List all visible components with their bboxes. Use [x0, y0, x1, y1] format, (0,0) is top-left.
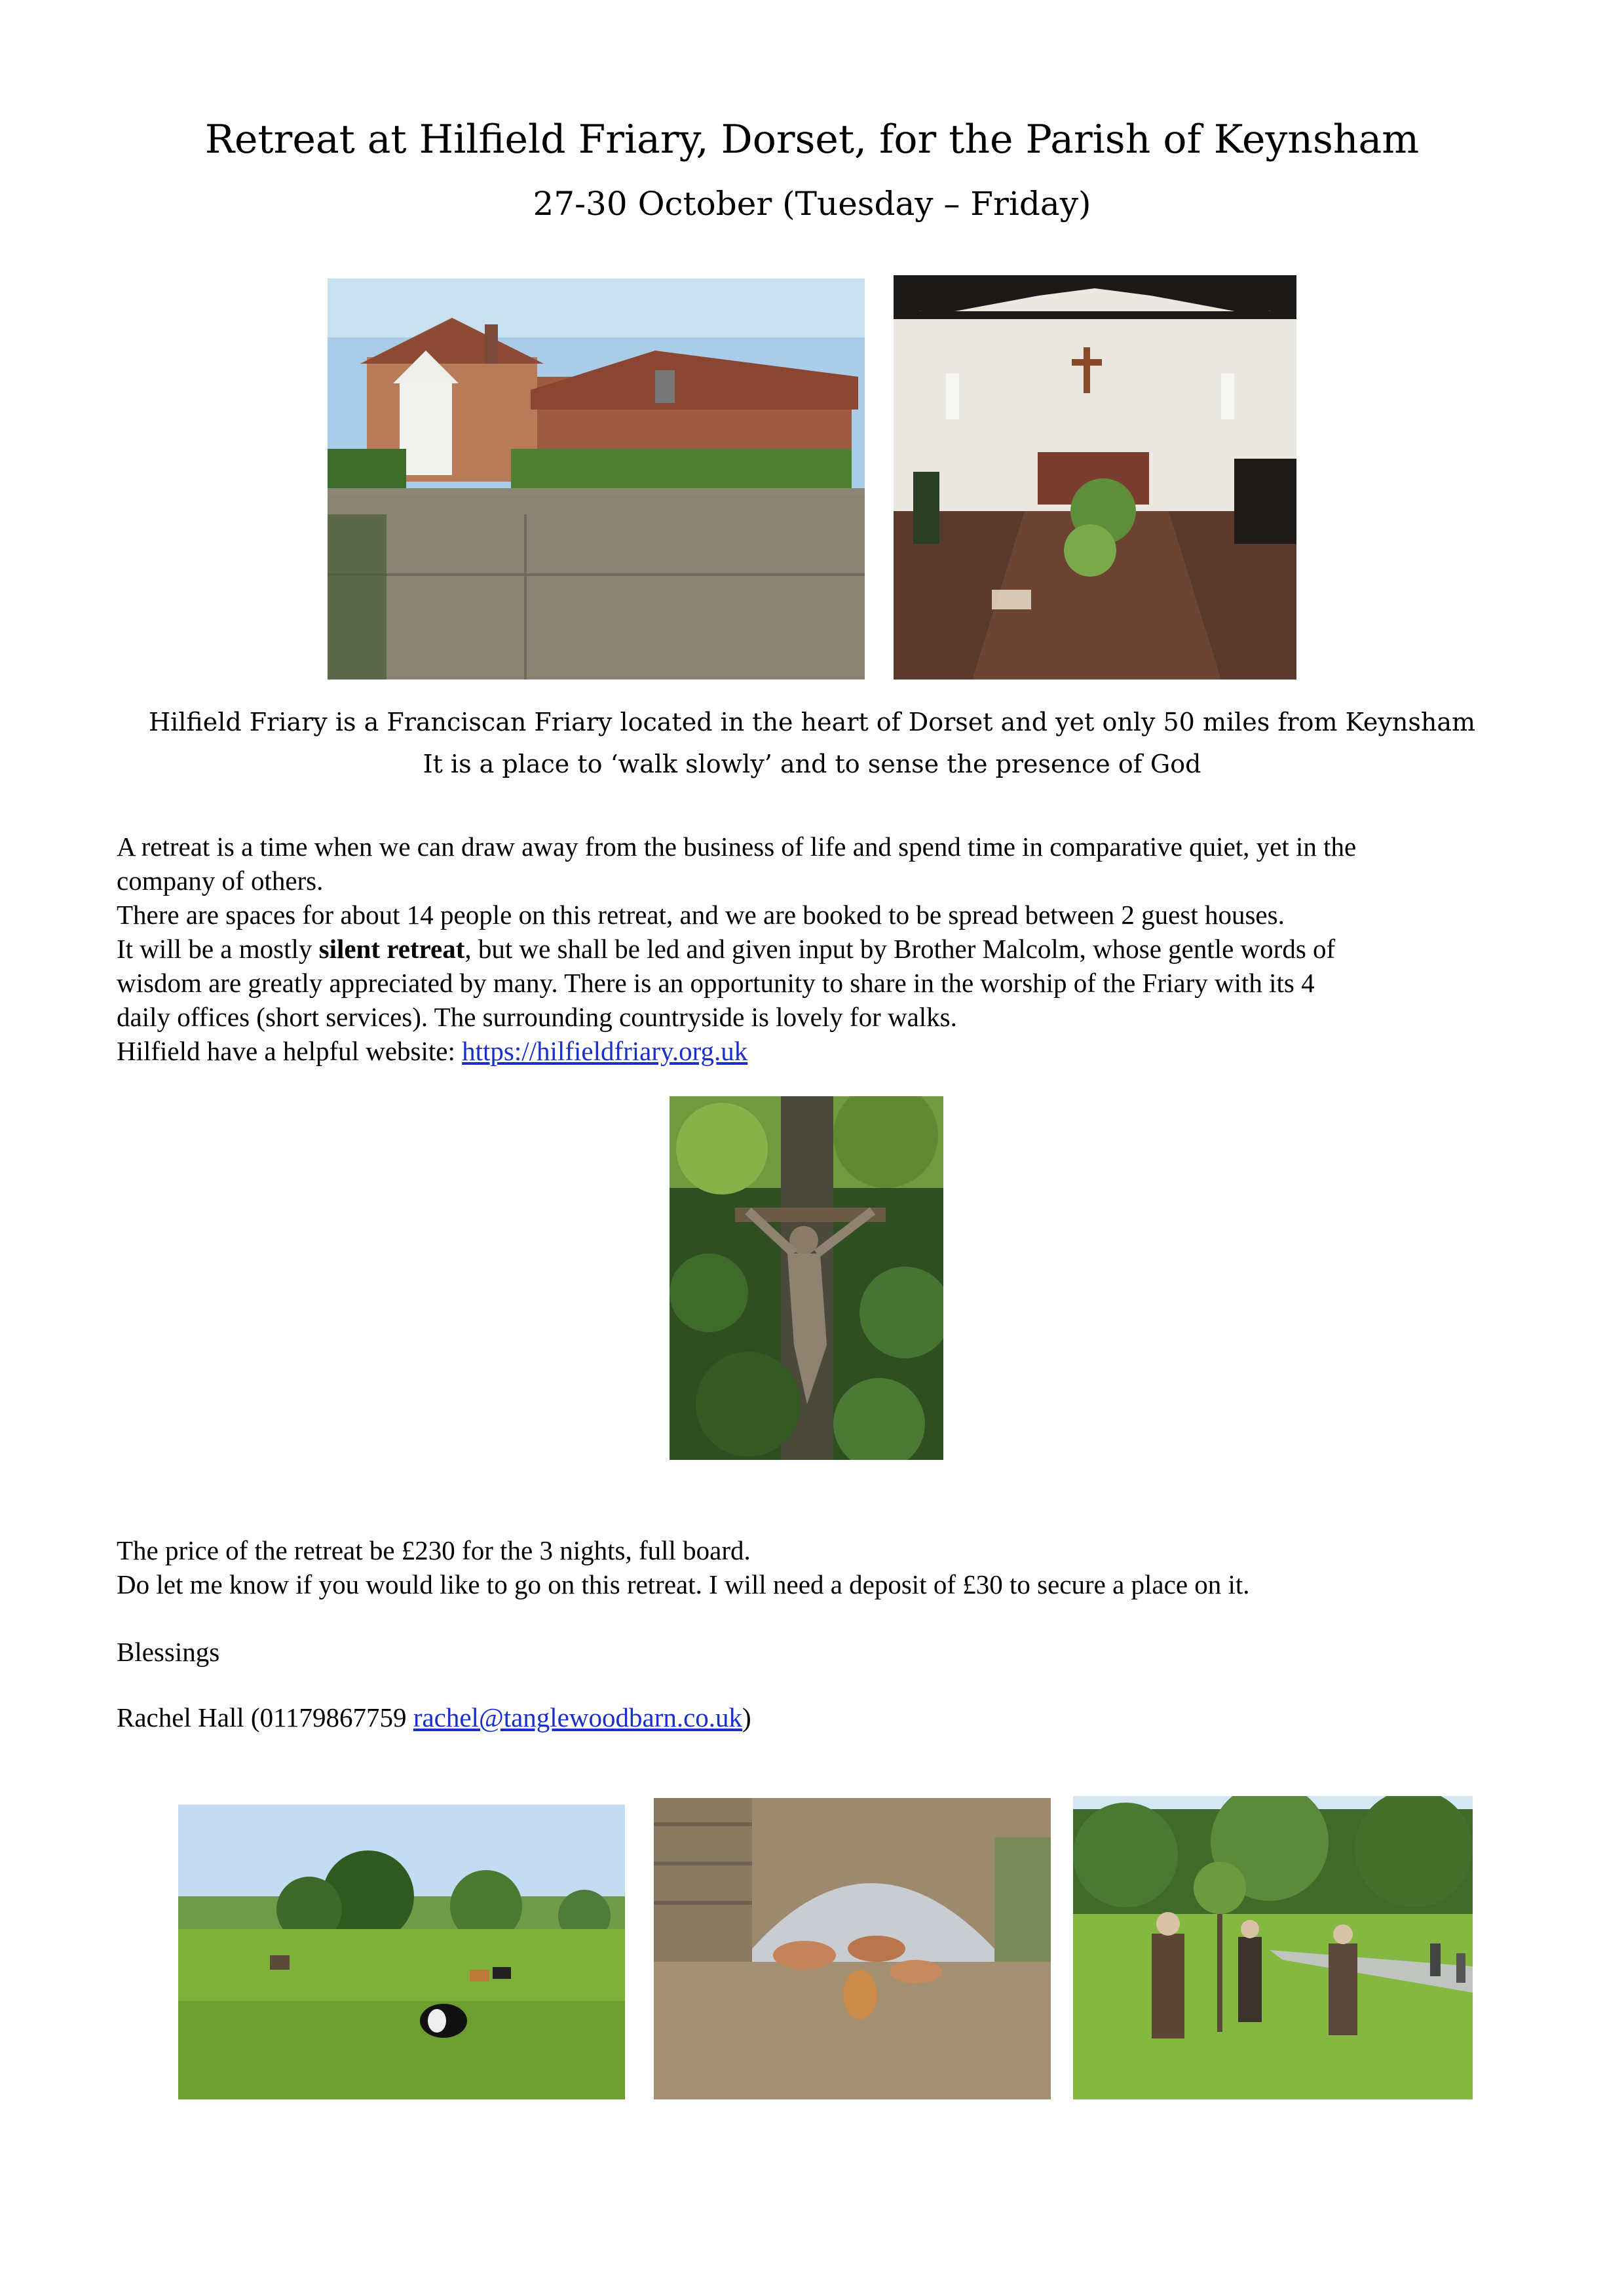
- intro-line-2: company of others.: [117, 866, 324, 896]
- email-link[interactable]: rachel@tanglewoodbarn.co.uk: [413, 1702, 743, 1732]
- caption-line-1: Hilfield Friary is a Franciscan Friary located in the heart of Dorset and yet only 50 miles from Keynsham: [148, 708, 1476, 737]
- intro-line-1: A retreat is a time when we can draw away from the business of life and spend time in comparative quiet, yet in the: [117, 832, 1357, 862]
- retreat-description-line-3: daily offices (short services). The surrounding countryside is lovely for walks.: [117, 1002, 957, 1032]
- page-subtitle: 27-30 October (Tuesday – Friday): [533, 185, 1091, 223]
- retreat-description-line-2: wisdom are greatly appreciated by many. There is an opportunity to share in the worship of the Friary with its 4: [117, 968, 1315, 998]
- contact-close-paren: ): [742, 1702, 751, 1732]
- page-title: Retreat at Hilfield Friary, Dorset, for the Parish of Keynsham: [204, 117, 1420, 163]
- website-label: Hilfield have a helpful website:: [117, 1036, 463, 1066]
- price-line: The price of the retreat be £230 for the 3 nights, full board.: [117, 1535, 751, 1565]
- caption-line-2: It is a place to ‘walk slowly’ and to sense the presence of God: [423, 750, 1201, 778]
- meadow-cows-photo: [178, 1805, 625, 2099]
- friary-exterior-photo: [328, 278, 865, 679]
- friary-chapel-photo: [894, 275, 1296, 679]
- spaces-line: There are spaces for about 14 people on this retreat, and we are booked to be spread between 2 guest houses.: [117, 900, 1285, 930]
- pigs-shelter-photo: [654, 1798, 1051, 2099]
- sign-off: Blessings: [117, 1637, 220, 1667]
- deposit-line: Do let me know if you would like to go on this retreat. I will need a deposit of £30 to secure a place on it.: [117, 1569, 1250, 1599]
- crucifix-tree-photo: [670, 1096, 943, 1460]
- contact-line: [117, 1700, 1525, 1734]
- retreat-description-post: , but we shall be led and given input by Brother Malcolm, whose gentle words of: [464, 934, 1336, 964]
- details-paragraph: [117, 1533, 1525, 1601]
- website-link[interactable]: https://hilfieldfriary.org.uk: [462, 1036, 748, 1066]
- website-line: [117, 1034, 1525, 1068]
- retreat-description-pre: It will be a mostly: [117, 934, 319, 964]
- retreat-description-line-1: [117, 932, 1525, 966]
- contact-name-phone: Rachel Hall (01179867759: [117, 1702, 413, 1732]
- friars-tree-planting-photo: [1073, 1796, 1473, 2099]
- silent-retreat-emphasis: silent retreat: [318, 934, 465, 964]
- intro-paragraph: [117, 830, 1525, 1068]
